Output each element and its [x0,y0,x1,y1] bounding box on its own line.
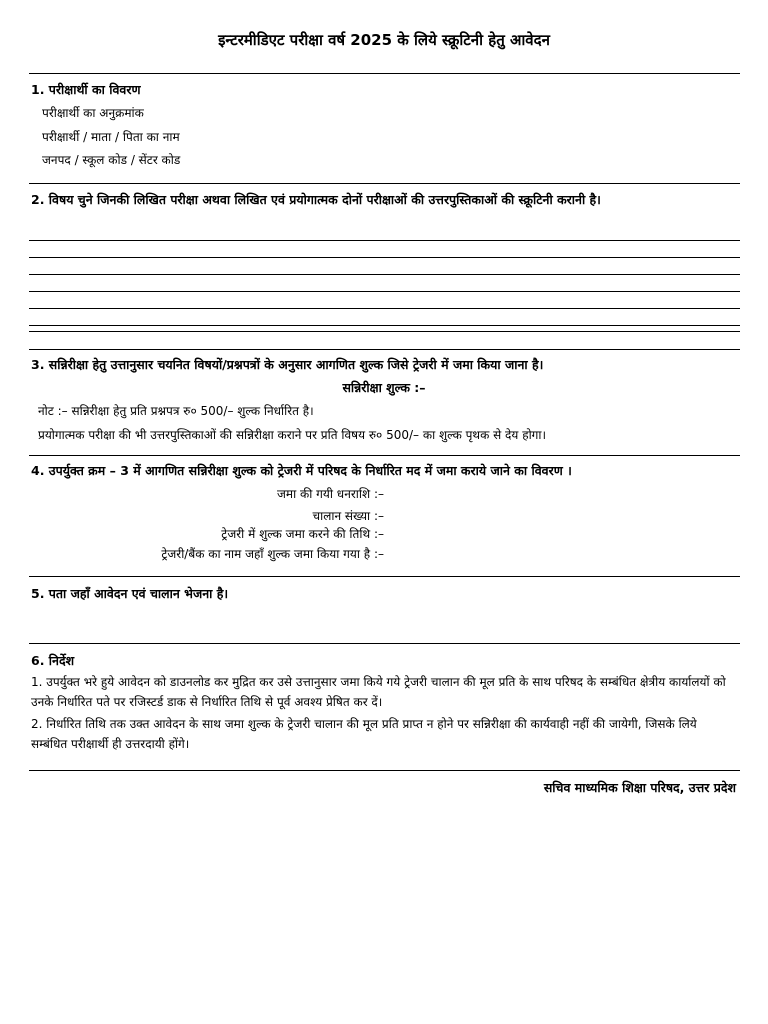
instruction-1: 1. उपर्युक्त भरे हुये आवेदन को डाउनलोड कर मुद्रित कर उसे उत्तानुसार जमा किये गये ट्रेजरी चालान की मूल प्रति के साथ परिषद के सम्बंधित क्षेत्रीय कार्यालयों को उनके निर्धारित पते पर रजिस्टर्ड डाक से निर्धारित तिथि से पूर्व अवश्य प्रेषित कर दें। [31,675,726,709]
subject-entry-line[interactable] [29,274,740,275]
field-deposit-date: ट्रेजरी में शुल्क जमा करने की तिथि :– [221,527,384,541]
section2-heading: 2. विषय चुने जिनकी लिखित परीक्षा अथवा लिखित एवं प्रयोगात्मक दोनों परीक्षाओं की उत्तरपुस्तिकाओं की स्क्रूटिनी करानी है। [31,192,601,207]
section1-heading: 1. परीक्षार्थी का विवरण [31,82,141,97]
section3-heading: 3. सन्निरीक्षा हेतु उत्तानुसार चयनित विषयों/प्रश्नपत्रों के अनुसार आगणित शुल्क जिसे ट्रेजरी में जमा किया जाना है। [31,357,544,372]
subject-entry-line[interactable] [29,308,740,309]
divider [29,576,740,577]
fee-label: सन्निरीक्षा शुल्क :– [342,380,426,395]
subject-entry-line[interactable] [29,325,740,326]
subject-entry-line[interactable] [29,257,740,258]
field-treasury-bank-name: ट्रेजरी/बैंक का नाम जहाँ शुल्क जमा किया गया है :– [161,547,384,561]
divider [29,770,740,771]
divider [29,643,740,644]
field-deposited-amount: जमा की गयी धनराशि :– [277,487,384,501]
divider [29,183,740,184]
divider [29,455,740,456]
field-challan-number: चालान संख्या :– [312,509,384,523]
section4-heading: 4. उपर्युक्त क्रम – 3 में आगणित सन्निरीक्षा शुल्क को ट्रेजरी में परिषद के निर्धारित मद में जमा कराये जाने का विवरण । [31,463,572,478]
subject-entry-line[interactable] [29,331,740,332]
fee-note-1: नोट :– सन्निरीक्षा हेतु प्रति प्रश्नपत्र रु० 500/– शुल्क निर्धारित है। [38,404,314,418]
section5-heading: 5. पता जहाँ आवेदन एवं चालान भेजना है। [31,586,229,601]
subject-entry-line[interactable] [29,291,740,292]
section6-heading: 6. निर्देश [31,653,75,668]
fee-note-2: प्रयोगात्मक परीक्षा की भी उत्तरपुस्तिकाओं की सन्निरीक्षा कराने पर प्रति विषय रु० 500/– का शुल्क पृथक से देय होगा। [38,428,547,442]
field-candidate-parent-name: परीक्षार्थी / माता / पिता का नाम [42,130,180,144]
signature: सचिव माध्यमिक शिक्षा परिषद, उत्तर प्रदेश [543,780,736,795]
field-roll-number: परीक्षार्थी का अनुक्रमांक [42,106,144,120]
subject-entry-line[interactable] [29,240,740,241]
instruction-2: 2. निर्धारित तिथि तक उक्त आवेदन के साथ जमा शुल्क के ट्रेजरी चालान की मूल प्रति प्राप्त न होने पर सन्निरीक्षा की कार्यवाही नहीं की जायेगी, जिसके लिये सम्बंधित परीक्षार्थी ही उत्तरदायी होंगे। [31,717,697,751]
divider [29,349,740,350]
divider [29,73,740,74]
field-district-school-center-code: जनपद / स्कूल कोड / सेंटर कोड [42,153,181,167]
page-title: इन्टरमीडिएट परीक्षा वर्ष 2025 के लिये स्क्रूटिनी हेतु आवेदन [218,31,550,49]
